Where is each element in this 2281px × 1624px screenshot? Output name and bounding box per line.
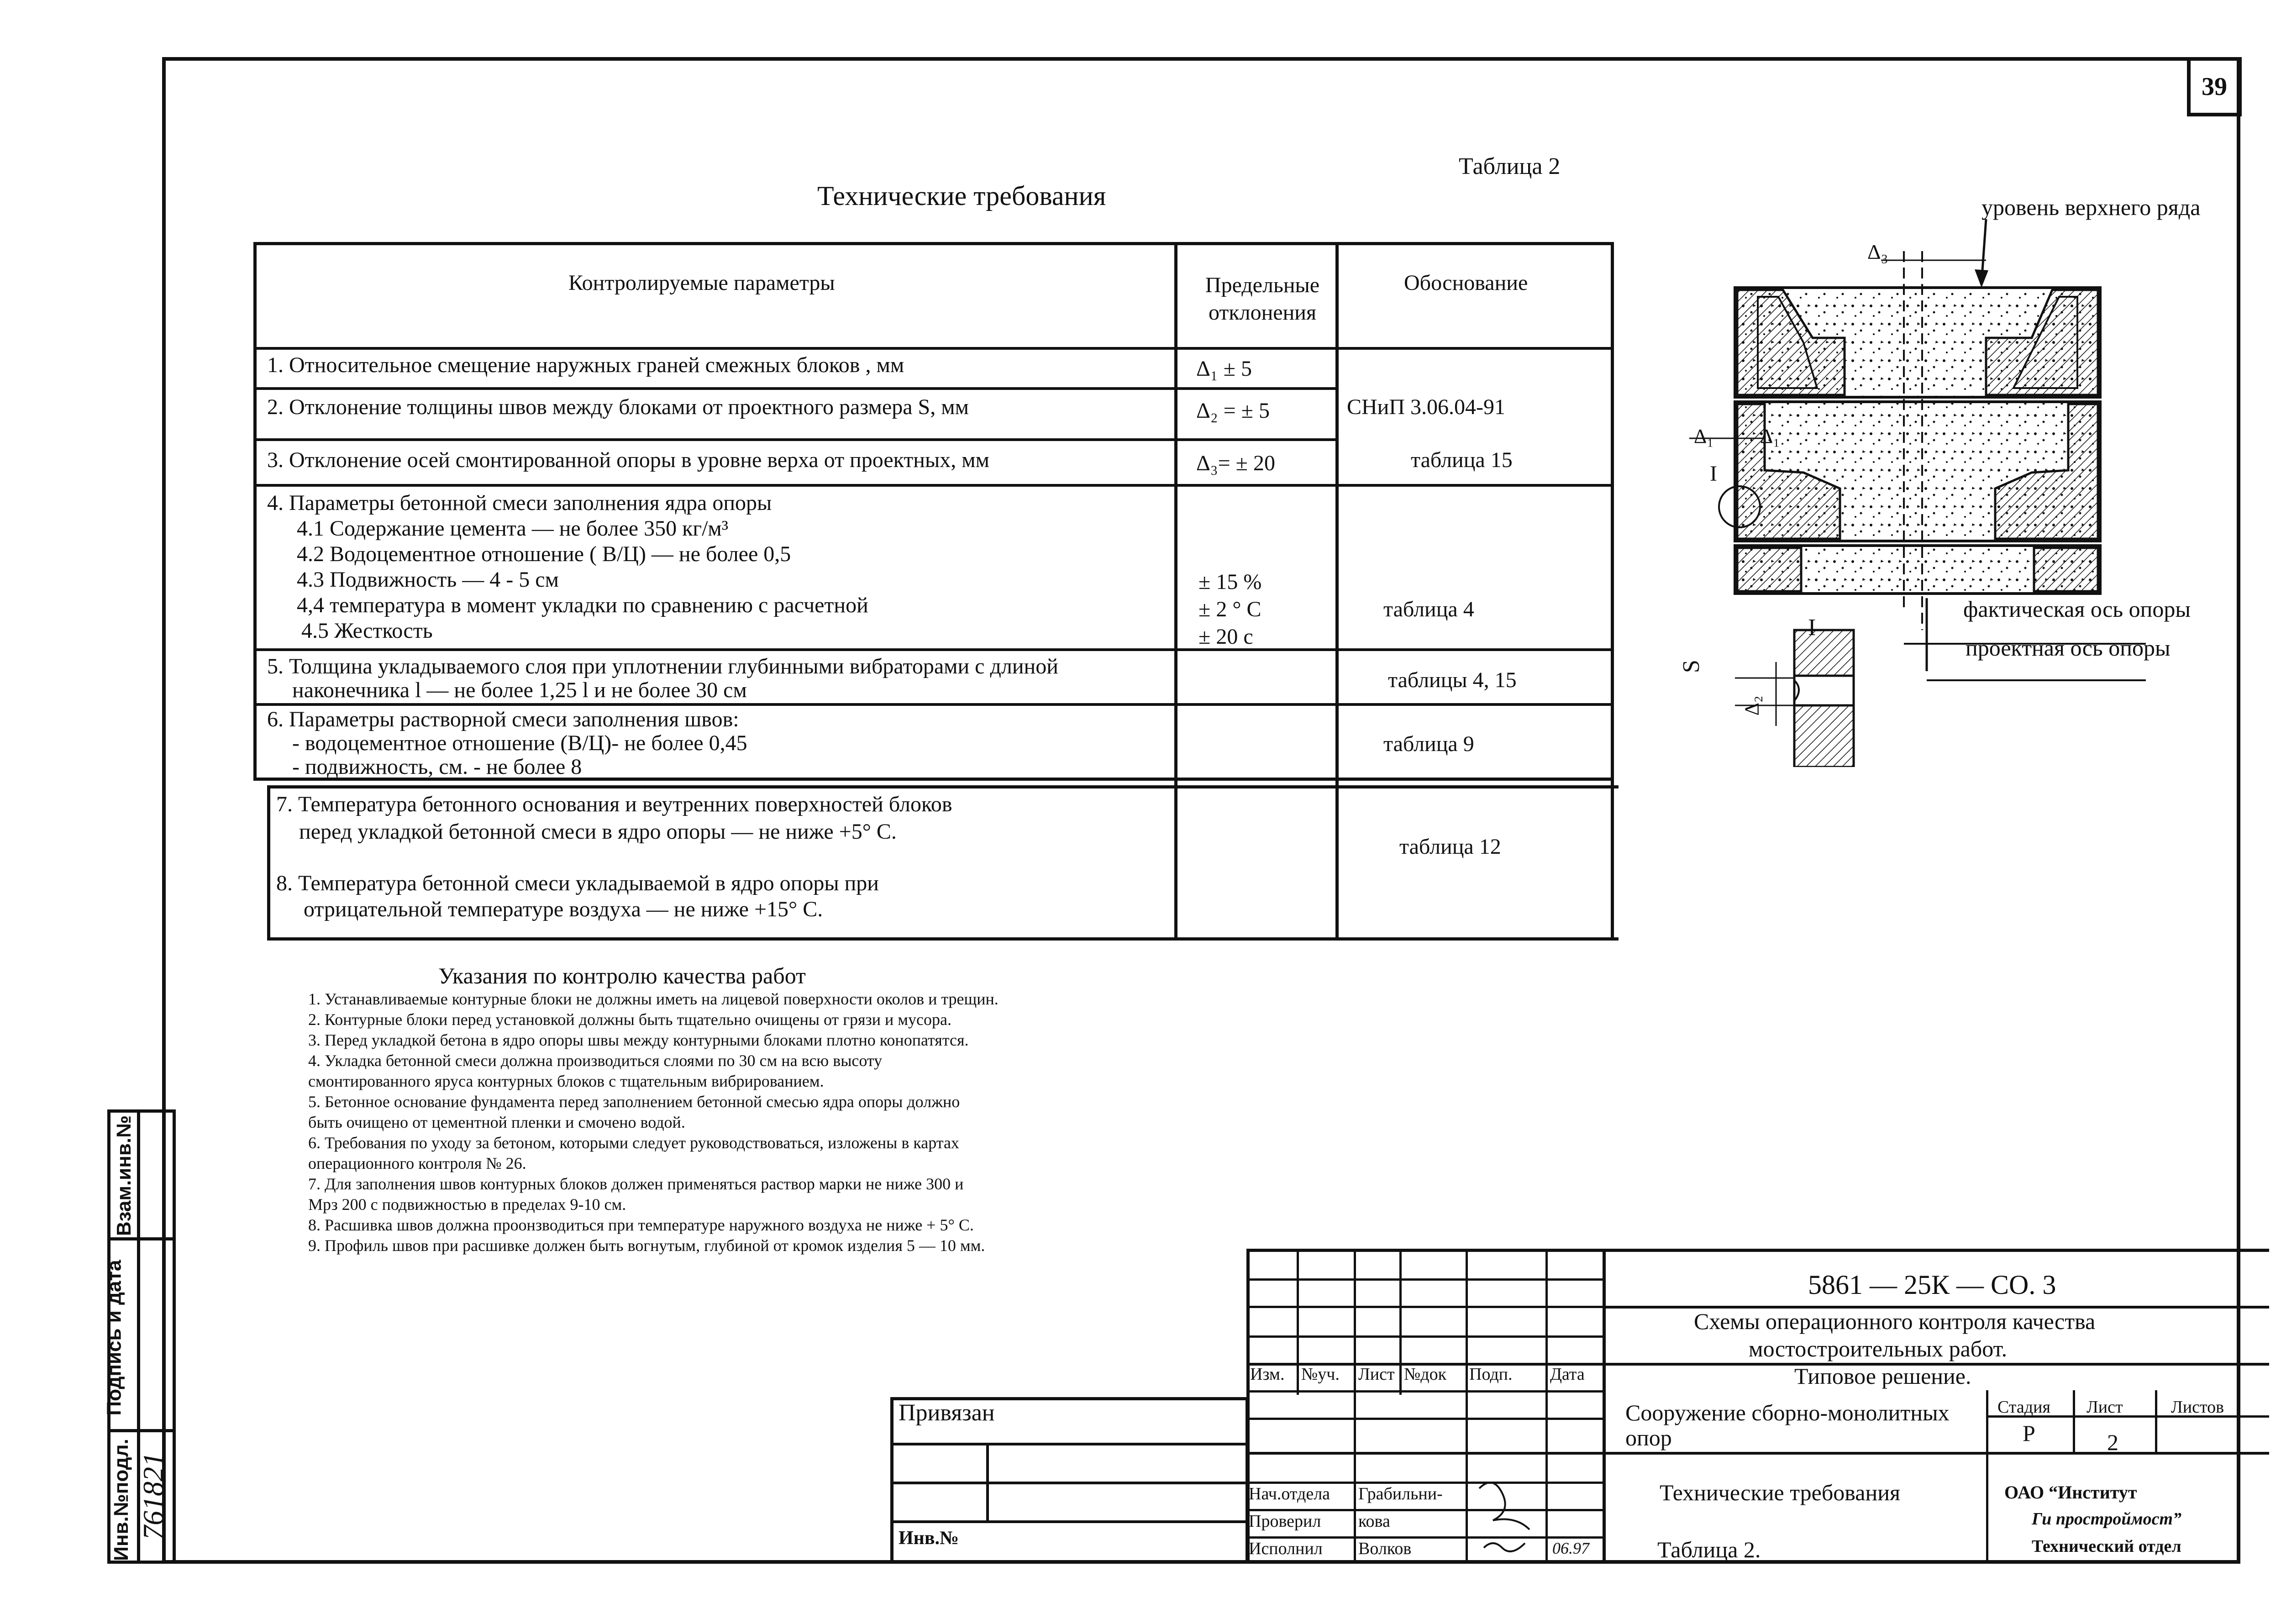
name-exec: Волков <box>1358 1539 1412 1558</box>
pier-scheme-svg <box>1666 173 2251 767</box>
name-head: Грабильни- <box>1358 1484 1443 1503</box>
rev-head-sign: Подп. <box>1469 1365 1513 1384</box>
rev-head-izm: Изм. <box>1250 1365 1285 1384</box>
row-2-tol: Δ₂ = ± 5 <box>1196 399 1270 423</box>
object-line-1: Сооружение сборно-монолитных <box>1625 1400 1950 1425</box>
row-2-param: 2. Отклонение толщины швов между блоками от проектного размера S, мм <box>267 395 969 419</box>
side-inv-value: 761821 <box>137 1452 169 1540</box>
top-level-label: уровень верхнего ряда <box>1981 194 2201 220</box>
rev-head-doc: №док <box>1404 1365 1447 1384</box>
sheet-head: Лист <box>2087 1398 2123 1417</box>
side-label-inv: Инв.№подл. <box>110 1439 132 1561</box>
title-line-3: Типовое решение. <box>1794 1363 1971 1389</box>
side-label-replace: Взам.инв.№ <box>113 1115 136 1236</box>
row-7-basis: таблица 12 <box>1399 835 1501 859</box>
signature-graphic <box>1470 1470 1543 1561</box>
name-check: кова <box>1358 1512 1390 1531</box>
header-tolerance-1: Предельные отклонения <box>1205 273 1320 325</box>
row-7-line-1: 7. Температура бетонного основания и веутренних поверхностей блоков <box>276 792 952 816</box>
row-6-basis: таблица 9 <box>1383 732 1474 756</box>
row-4-tol-2: ± 2 ° C <box>1198 597 1261 621</box>
rev-head-list: Лист <box>1358 1365 1395 1384</box>
row-1-param: 1. Относительное смещение наружных граней смежных блоков , мм <box>267 353 904 377</box>
s-label: S <box>1678 660 1704 673</box>
table-label: Таблица 2 <box>1459 153 1561 179</box>
row-8-line-1: 8. Температура бетонной смеси укладываемой в ядро опоры при <box>276 871 879 895</box>
role-head: Нач.отдела <box>1249 1484 1330 1503</box>
row-5-line-1: 5. Толщина укладываемого слоя при уплотнении глубинными вибраторами с длиной <box>267 654 1058 678</box>
delta1-left-label: Δ₁ <box>1694 425 1714 447</box>
privyazan-label: Привязан <box>899 1400 995 1426</box>
doc-table: Таблица 2. <box>1657 1537 1761 1562</box>
stage-head: Стадия <box>1997 1398 2050 1417</box>
rev-head-date: Дата <box>1550 1365 1585 1384</box>
row-5-line-2: наконечника l — не более 1,25 l и не более 30 см <box>292 678 747 702</box>
org-line-2: Ги простроймост” <box>2032 1509 2182 1529</box>
row-6-line-1: 6. Параметры растворной смеси заполнения швов: <box>267 707 739 731</box>
row-3-param: 3. Отклонение осей смонтированной опоры в уровне верха от проектных, мм <box>267 448 989 472</box>
sheet-number: 39 <box>2187 57 2242 116</box>
role-check: Проверил <box>1249 1512 1321 1531</box>
page-title: Технические требования <box>817 181 1106 211</box>
sheet-value: 2 <box>2107 1430 2118 1455</box>
org-line-1: ОАО “Институт <box>2004 1482 2137 1503</box>
role-exec: Исполнил <box>1249 1539 1323 1558</box>
inv-no-label: Инв.№ <box>899 1528 959 1549</box>
row-3-tol: Δ₃= ± 20 <box>1196 451 1276 475</box>
header-params: Контролируемые параметры <box>568 271 835 295</box>
doc-name: Технические требования <box>1660 1480 1900 1505</box>
rev-head-uch: №уч. <box>1301 1365 1340 1384</box>
date-value: 06.97 <box>1552 1539 1589 1557</box>
row-5-basis: таблицы 4, 15 <box>1388 668 1517 692</box>
sheets-head: Листов <box>2171 1398 2224 1417</box>
row-4-basis: таблица 4 <box>1383 597 1474 621</box>
actual-axis-label: фактическая ось опоры <box>1963 596 2191 622</box>
detail-marker-left: I <box>1710 462 1717 486</box>
row-2-basis: СНиП 3.06.04-91 <box>1347 395 1506 419</box>
object-line-2: опор <box>1625 1425 1672 1451</box>
row-6-line-3: - подвижность, см. - не более 8 <box>292 755 582 779</box>
title-line-1: Схемы операционного контроля качества <box>1694 1309 2096 1334</box>
row-8-line-2: отрицательной температуре воздуха — не ниже +15° С. <box>304 897 823 921</box>
row-4-tol-1: ± 15 % <box>1198 570 1262 594</box>
detail-marker-label: I <box>1808 615 1816 641</box>
stage-value: Р <box>2023 1420 2035 1446</box>
header-basis: Обоснование <box>1404 271 1528 295</box>
org-line-3: Технический отдел <box>2032 1537 2181 1556</box>
side-label-signature: Подпись и дата <box>103 1260 126 1416</box>
row-1-tol: Δ₁ ± 5 <box>1196 357 1252 381</box>
row-6-line-2: - водоцементное отношение (В/Ц)- не более 0,45 <box>292 731 747 755</box>
row-3-basis: таблица 15 <box>1411 448 1513 472</box>
doc-code: 5861 — 25К — СО. 3 <box>1808 1270 2056 1300</box>
delta1-right-label: Δ₁ <box>1760 425 1780 447</box>
row-7-line-2: перед укладкой бетонной смеси в ядро опоры — не ниже +5° С. <box>299 820 897 844</box>
design-axis-label: проектная ось опоры <box>1966 635 2171 661</box>
delta3-label: Δ₃ <box>1867 240 1888 263</box>
title-line-2: мостостроительных работ. <box>1749 1336 2008 1361</box>
delta2-label: Δ₂ <box>1740 695 1763 716</box>
row-4-tol-3: ± 20 с <box>1198 625 1253 649</box>
notes-title: Указания по контролю качества работ <box>438 963 806 988</box>
